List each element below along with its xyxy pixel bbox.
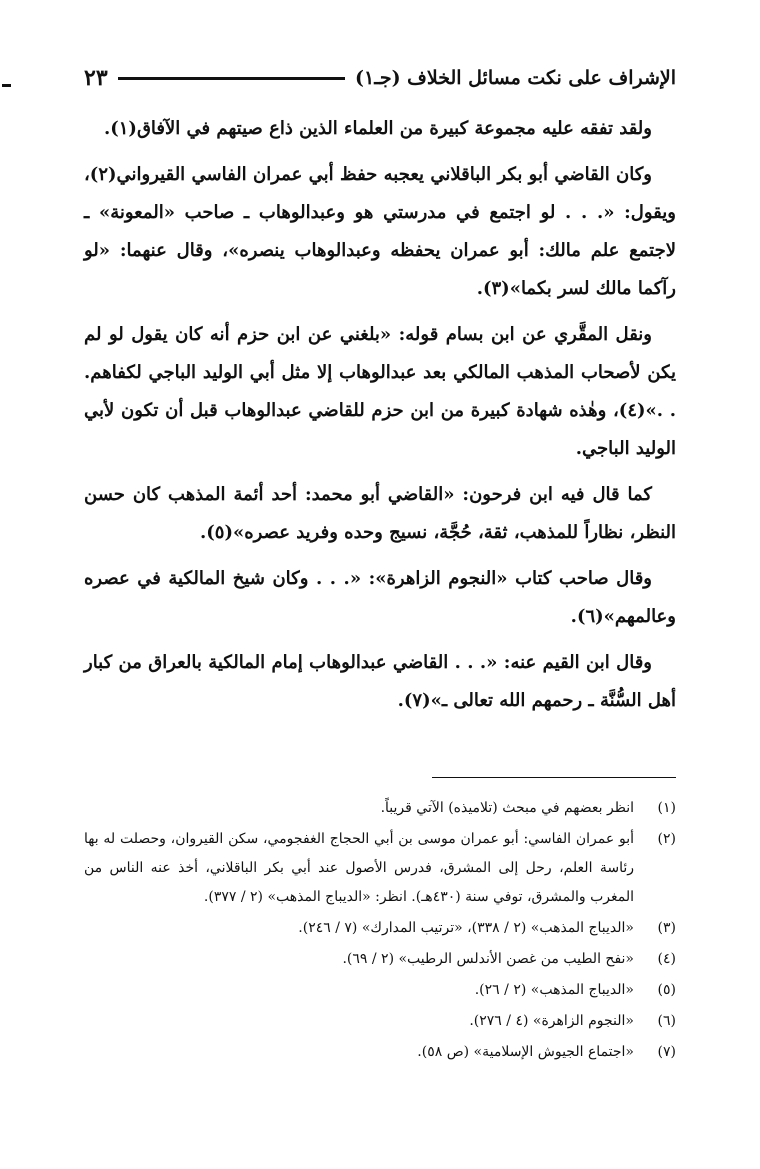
paragraph: ولقد تفقه عليه مجموعة كبيرة من العلماء الذين ذاع صيتهم في الآفاق(١). <box>103 118 652 139</box>
footnote-number: (٣) <box>657 920 676 936</box>
footnote <box>84 976 676 1005</box>
footnote-text: «الديباج المذهب» (٢ / ٢٦). <box>474 982 634 998</box>
footnote <box>84 1007 676 1036</box>
footnote-text: انظر بعضهم في مبحث (تلاميذه) الآتي قريباً. <box>380 800 634 816</box>
footnote <box>84 1038 676 1067</box>
footnote <box>84 794 676 823</box>
header-rule <box>118 77 345 80</box>
running-header <box>84 58 676 98</box>
footnote-number: (٦) <box>657 1013 676 1029</box>
footnotes <box>84 794 676 1069</box>
paragraph: كما قال فيه ابن فرحون: «القاضي أبو محمد: أحد أئمة المذهب كان حسن النظر، نظاراً للمذهب، ثقة، حُجَّة، نسيج وحده وفريد عصره»(٥). <box>84 484 676 543</box>
footnote-number: (٢) <box>657 831 676 847</box>
main-text <box>84 110 676 728</box>
footnote-text: «نفح الطيب من غصن الأندلس الرطيب» (٢ / ٦٩). <box>342 951 634 967</box>
paragraph: وقال ابن القيم عنه: «. . . القاضي عبدالوهاب إمام المالكية بالعراق من كبار أهل السُّنَّة ـ رحمهم الله تعالى ـ»(٧). <box>84 652 676 711</box>
footnote-number: (٥) <box>657 982 676 998</box>
paragraph: ونقل المقَّري عن ابن بسام قوله: «بلغني عن ابن حزم أنه كان يقول لو لم يكن لأصحاب المذهب المالكي بعد عبدالوهاب إلا مثل أبي الوليد الباجي لكفاهم. . .»(٤)، وهٰذه شهادة كبيرة من ابن حزم للقاضي عبدالوهاب قبل أن تكون لأبي الوليد الباجي. <box>84 324 676 459</box>
paragraph: وكان القاضي أبو بكر الباقلاني يعجبه حفظ أبي عمران الفاسي القيرواني(٢)، ويقول: «. . . لو اجتمع في مدرستي هو وعبدالوهاب ـ صاحب «المعونة» ـ لاجتمع علم مالك: أبو عمران يحفظه وعبدالوهاب ينصره»، وقال عنهما: «لو رآكما مالك لسر بكما»(٣). <box>84 164 676 299</box>
footnote-text: «اجتماع الجيوش الإسلامية» (ص ٥٨). <box>417 1044 634 1060</box>
footnote-number: (٧) <box>657 1044 676 1060</box>
footnote-text: «النجوم الزاهرة» (٤ / ٢٧٦). <box>469 1013 634 1029</box>
running-title: الإشراف على نكت مسائل الخلاف (جـ١) <box>355 67 676 89</box>
footnote-text: أبو عمران الفاسي: أبو عمران موسى بن أبي الحجاج الغفجومي، سكن القيروان، وحصلت له بها رئاسة العلم، رحل إلى المشرق، فدرس الأصول عند أبي بكر الباقلاني، أخذ عنه الناس من المغرب والمشرق، توفي سنة (٤٣٠هـ). انظر: «الديباج المذهب» (٢ / ٣٧٧). <box>84 831 634 905</box>
page-edge-mark <box>2 84 11 87</box>
footnote-separator <box>432 777 676 778</box>
footnote <box>84 825 676 912</box>
footnote-number: (١) <box>657 800 676 816</box>
footnote <box>84 945 676 974</box>
page-number: ٢٣ <box>84 65 108 91</box>
footnote-number: (٤) <box>657 951 676 967</box>
paragraph: وقال صاحب كتاب «النجوم الزاهرة»: «. . . وكان شيخ المالكية في عصره وعالمهم»(٦). <box>84 568 676 627</box>
footnote <box>84 914 676 943</box>
footnote-text: «الديباج المذهب» (٢ / ٣٣٨)، «ترتيب المدارك» (٧ / ٢٤٦). <box>298 920 634 936</box>
